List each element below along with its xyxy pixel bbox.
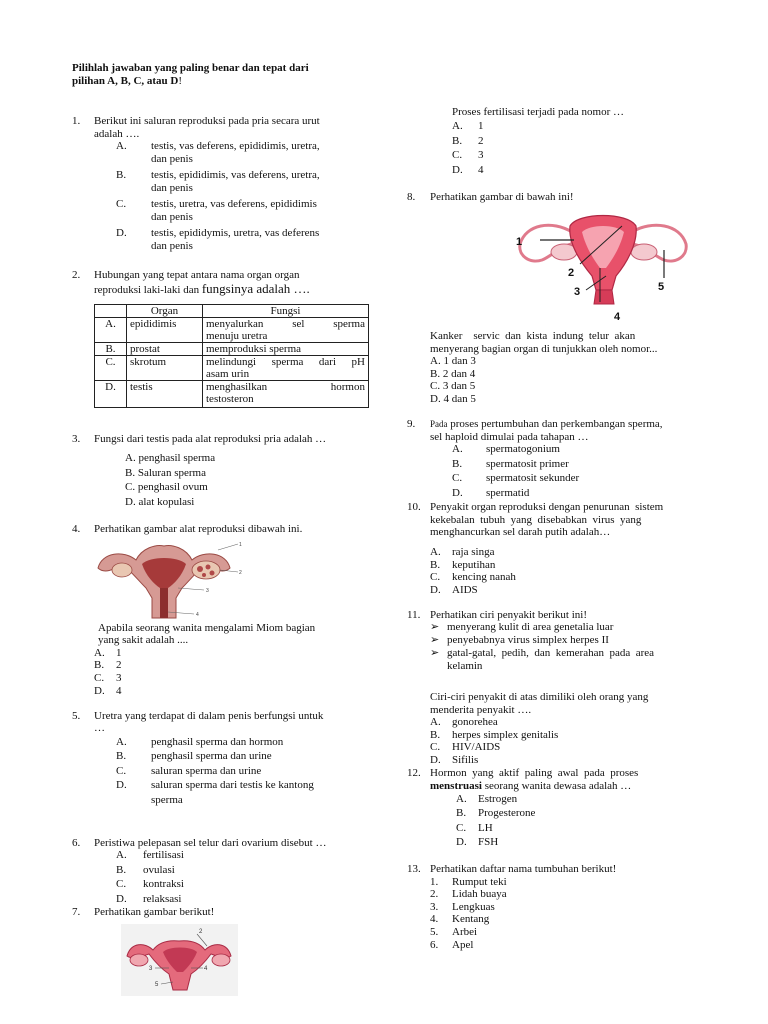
option-d[interactable]: 4 (116, 685, 122, 697)
option-b[interactable]: testis, epididimis, vas deferens, uretra, (151, 169, 320, 181)
organ-cell: testis (127, 381, 203, 408)
diagram-label-4: 4 (196, 612, 199, 618)
option-letter[interactable]: B. (116, 864, 127, 876)
question-number: 10. (407, 501, 421, 513)
option-a[interactable]: 1 (478, 120, 484, 132)
option-a[interactable]: fertilisasi (143, 849, 184, 861)
row-letter: D. (95, 381, 127, 408)
option-d[interactable]: saluran sperma dari testis ke kantong (151, 779, 314, 791)
option-letter[interactable]: C. (452, 149, 463, 161)
list-item-number: 3. (430, 901, 439, 913)
option-letter[interactable]: A. (456, 793, 467, 805)
list-item: Arbei (452, 926, 478, 938)
question-followup: menyerang bagian organ di tunjukkan oleh nomor... (430, 343, 658, 355)
option-a[interactable]: dan penis (151, 153, 193, 165)
list-item-number: 6. (430, 939, 439, 951)
option-d[interactable]: dan penis (151, 240, 193, 252)
row-letter: C. (95, 356, 127, 381)
option-d[interactable]: D. alat kopulasi (125, 496, 195, 508)
option-c[interactable]: LH (478, 822, 493, 834)
question-followup: yang sakit adalah .... (98, 634, 189, 646)
option-letter[interactable]: D. (116, 893, 127, 905)
question-stem: adalah …. (94, 128, 140, 140)
question-stem: Pada proses pertumbuhan dan perkembangan sperma, (430, 418, 663, 430)
option-letter[interactable]: D. (430, 754, 441, 766)
diagram-label-3: 3 (206, 588, 209, 594)
option-c[interactable]: saluran sperma dan urine (151, 765, 262, 777)
list-item: Kentang (452, 913, 490, 925)
option-d[interactable]: AIDS (452, 584, 478, 596)
option-b[interactable]: 2 (116, 659, 122, 671)
list-item: Rumput teki (452, 876, 507, 888)
option-d[interactable]: FSH (478, 836, 499, 848)
diagram-label-1: 1 (239, 542, 242, 548)
option-letter[interactable]: B. (116, 750, 127, 762)
question-followup: menderita penyakit …. (430, 704, 532, 716)
list-item: Apel (452, 939, 474, 951)
option-letter[interactable]: C. (94, 672, 105, 684)
question-number: 7. (72, 906, 81, 918)
option-a[interactable]: gonorehea (452, 716, 498, 728)
question-stem: Peristiwa pelepasan sel telur dari ovarium disebut … (94, 837, 327, 849)
option-d[interactable]: spermatid (486, 487, 530, 499)
question-stem: reproduksi laki-laki dan fungsinya adalah …. (94, 281, 310, 296)
organ-cell: epididimis (127, 318, 203, 343)
table-row[interactable] (95, 356, 369, 381)
question-stem: Penyakit organ reproduksi dengan penurunan sistem (430, 501, 664, 513)
question-number: 5. (72, 710, 81, 722)
function-cell: melindungi sperma dari pH asam urin (203, 356, 369, 381)
option-b[interactable]: B. 2 dan 4 (430, 368, 476, 380)
option-a[interactable]: raja singa (452, 546, 495, 558)
diagram-label-2: 2 (199, 929, 203, 935)
option-a[interactable]: testis, vas deferens, epididimis, uretra, (151, 140, 320, 152)
function-cell: memproduksi sperma (203, 343, 369, 356)
column-header-organ: Organ (127, 305, 203, 318)
option-b[interactable]: spermatosit primer (486, 458, 569, 470)
option-c[interactable]: testis, uretra, vas deferens, epididimis (151, 198, 317, 210)
diagram-label-3: 3 (574, 286, 581, 298)
diagram-label-5: 5 (155, 982, 159, 988)
question-number: 4. (72, 523, 81, 535)
question-stem: Perhatikan gambar alat reproduksi dibawah ini. (94, 523, 303, 535)
column-header-fungsi: Fungsi (203, 305, 369, 318)
instruction-line-1: Pilihlah jawaban yang paling benar dan tepat dari (72, 62, 309, 74)
question-number: 2. (72, 269, 81, 281)
question-stem: menghancurkan sel darah putih adalah… (430, 526, 611, 538)
option-letter[interactable]: C. (456, 822, 467, 834)
diagram-label-4: 4 (614, 311, 621, 323)
list-item: Lengkuas (452, 901, 495, 913)
option-d[interactable]: Sifilis (452, 754, 479, 766)
option-letter[interactable]: D. (452, 487, 463, 499)
option-b[interactable]: B. Saluran sperma (125, 467, 206, 479)
bullet-item: kelamin (447, 660, 483, 672)
option-letter[interactable]: C. (452, 472, 463, 484)
diagram-label-3: 3 (149, 966, 153, 972)
option-c[interactable]: 3 (478, 149, 484, 161)
question-stem: Perhatikan gambar di bawah ini! (430, 191, 574, 203)
option-letter[interactable]: B. (94, 659, 105, 671)
option-b[interactable]: dan penis (151, 182, 193, 194)
question-stem: sel haploid dimulai pada tahapan … (430, 431, 589, 443)
question-stem: Hubungan yang tepat antara nama organ organ (94, 269, 300, 281)
table-row[interactable] (95, 343, 369, 356)
option-b[interactable]: Progesterone (478, 807, 536, 819)
bullet-arrow-icon: ➢ (430, 634, 440, 646)
option-letter[interactable]: C. (430, 571, 441, 583)
option-letter[interactable]: A. (430, 716, 441, 728)
option-b[interactable]: ovulasi (143, 864, 175, 876)
female-reproductive-diagram-small (94, 540, 246, 622)
list-item-number: 2. (430, 888, 439, 900)
question-stem: Perhatikan daftar nama tumbuhan berikut! (430, 863, 617, 875)
question-stem: Hormon yang aktif paling awal pada proses (430, 767, 639, 779)
organ-cell: skrotum (127, 356, 203, 381)
option-c[interactable]: 3 (116, 672, 122, 684)
uterus-diagram-labeled (512, 210, 698, 324)
option-c[interactable]: dan penis (151, 211, 193, 223)
function-cell: menyalurkan sel sperma menuju uretra (203, 318, 369, 343)
row-letter: A. (95, 318, 127, 343)
option-letter[interactable]: D. (430, 584, 441, 596)
option-letter[interactable]: C. (116, 198, 127, 210)
question-followup: Apabila seorang wanita mengalami Miom bagian (98, 622, 316, 634)
option-d[interactable]: relaksasi (143, 893, 182, 905)
question-stem: menstruasi seorang wanita dewasa adalah … (430, 780, 632, 792)
option-letter[interactable]: C. (116, 765, 127, 777)
option-letter[interactable]: A. (452, 443, 463, 455)
option-letter[interactable]: C. (430, 741, 441, 753)
bullet-item: gatal-gatal, pedih, dan kemerahan pada area (447, 647, 655, 659)
question-followup: Ciri-ciri penyakit di atas dimiliki oleh orang yang (430, 691, 649, 703)
list-item: Lidah buaya (452, 888, 507, 900)
option-a[interactable]: spermatogonium (486, 443, 560, 455)
option-c[interactable]: C. penghasil ovum (125, 481, 208, 493)
option-letter[interactable]: A. (116, 140, 127, 152)
question-number: 6. (72, 837, 81, 849)
question-number: 13. (407, 863, 421, 875)
table-row[interactable] (95, 381, 369, 408)
option-a[interactable]: penghasil sperma dan hormon (151, 736, 284, 748)
option-b[interactable]: keputihan (452, 559, 496, 571)
question-stem: Berikut ini saluran reproduksi pada pria secara urut (94, 115, 320, 127)
option-letter[interactable]: B. (452, 458, 463, 470)
option-a[interactable]: Estrogen (478, 793, 518, 805)
question-followup: Proses fertilisasi terjadi pada nomor … (452, 106, 624, 118)
option-b[interactable]: herpes simplex genitalis (452, 729, 559, 741)
question-number: 1. (72, 115, 81, 127)
question-stem: Perhatikan ciri penyakit berikut ini! (430, 609, 588, 621)
option-d[interactable]: 4 (478, 164, 484, 176)
option-letter[interactable]: D. (456, 836, 467, 848)
organ-function-table (94, 304, 369, 408)
option-letter[interactable]: B. (430, 559, 441, 571)
diagram-label-2: 2 (239, 570, 242, 576)
option-d[interactable]: D. 4 dan 5 (430, 393, 476, 405)
option-letter[interactable]: C. (116, 878, 127, 890)
bullet-arrow-icon: ➢ (430, 621, 440, 633)
option-letter[interactable]: B. (452, 135, 463, 147)
question-number: 9. (407, 418, 416, 430)
option-c[interactable]: HIV/AIDS (452, 741, 501, 753)
option-letter[interactable]: D. (116, 227, 127, 239)
list-item-number: 4. (430, 913, 439, 925)
option-c[interactable]: kencing nanah (452, 571, 516, 583)
option-d[interactable]: sperma (151, 794, 183, 806)
diagram-label-5: 5 (658, 281, 665, 293)
diagram-label-2: 2 (568, 267, 575, 279)
question-number: 8. (407, 191, 416, 203)
option-letter[interactable]: B. (430, 729, 441, 741)
option-letter[interactable]: D. (94, 685, 105, 697)
option-letter[interactable]: D. (116, 779, 127, 791)
question-stem: kekebalan tubuh yang disebabkan virus yang (430, 514, 642, 526)
bullet-item: penyebabnya virus simplex herpes II (447, 634, 609, 646)
question-stem: Uretra yang terdapat di dalam penis berfungsi untuk (94, 710, 324, 722)
option-letter[interactable]: A. (94, 647, 105, 659)
diagram-label-4: 4 (204, 966, 208, 972)
option-d[interactable]: testis, epididymis, uretra, vas deferens (151, 227, 320, 239)
table-header-row (95, 305, 369, 318)
option-a[interactable]: 1 (116, 647, 122, 659)
question-number: 11. (407, 609, 421, 621)
option-c[interactable]: C. 3 dan 5 (430, 380, 476, 392)
option-c[interactable]: spermatosit sekunder (486, 472, 580, 484)
organ-cell: prostat (127, 343, 203, 356)
option-b[interactable]: 2 (478, 135, 484, 147)
list-item-number: 5. (430, 926, 439, 938)
instruction-line-2: pilihan A, B, C, atau D! (72, 75, 183, 87)
diagram-label-1: 1 (516, 236, 523, 248)
bullet-arrow-icon: ➢ (430, 647, 440, 659)
list-item-number: 1. (430, 876, 439, 888)
table-row[interactable] (95, 318, 369, 343)
option-letter[interactable]: A. (116, 849, 127, 861)
option-letter[interactable]: A. (430, 546, 441, 558)
option-letter[interactable]: A. (452, 120, 463, 132)
option-a[interactable]: A. 1 dan 3 (430, 355, 476, 367)
option-letter[interactable]: B. (116, 169, 127, 181)
option-letter[interactable]: B. (456, 807, 467, 819)
bullet-item: menyerang kulit di area genetalia luar (447, 621, 614, 633)
option-c[interactable]: kontraksi (143, 878, 184, 890)
option-b[interactable]: penghasil sperma dan urine (151, 750, 272, 762)
question-number: 3. (72, 433, 81, 445)
instruction (72, 62, 362, 88)
function-cell: menghasilkan hormon testosteron (203, 381, 369, 408)
question-stem: Fungsi dari testis pada alat reproduksi pria adalah … (94, 433, 327, 445)
question-stem: … (94, 722, 105, 734)
option-letter[interactable]: A. (116, 736, 127, 748)
row-letter: B. (95, 343, 127, 356)
uterus-diagram-small (121, 924, 238, 996)
option-a[interactable]: A. penghasil sperma (125, 452, 216, 464)
question-followup: Kanker servic dan kista indung telur akan (430, 330, 636, 342)
question-stem: Perhatikan gambar berikut! (94, 906, 215, 918)
question-number: 12. (407, 767, 421, 779)
option-letter[interactable]: D. (452, 164, 463, 176)
